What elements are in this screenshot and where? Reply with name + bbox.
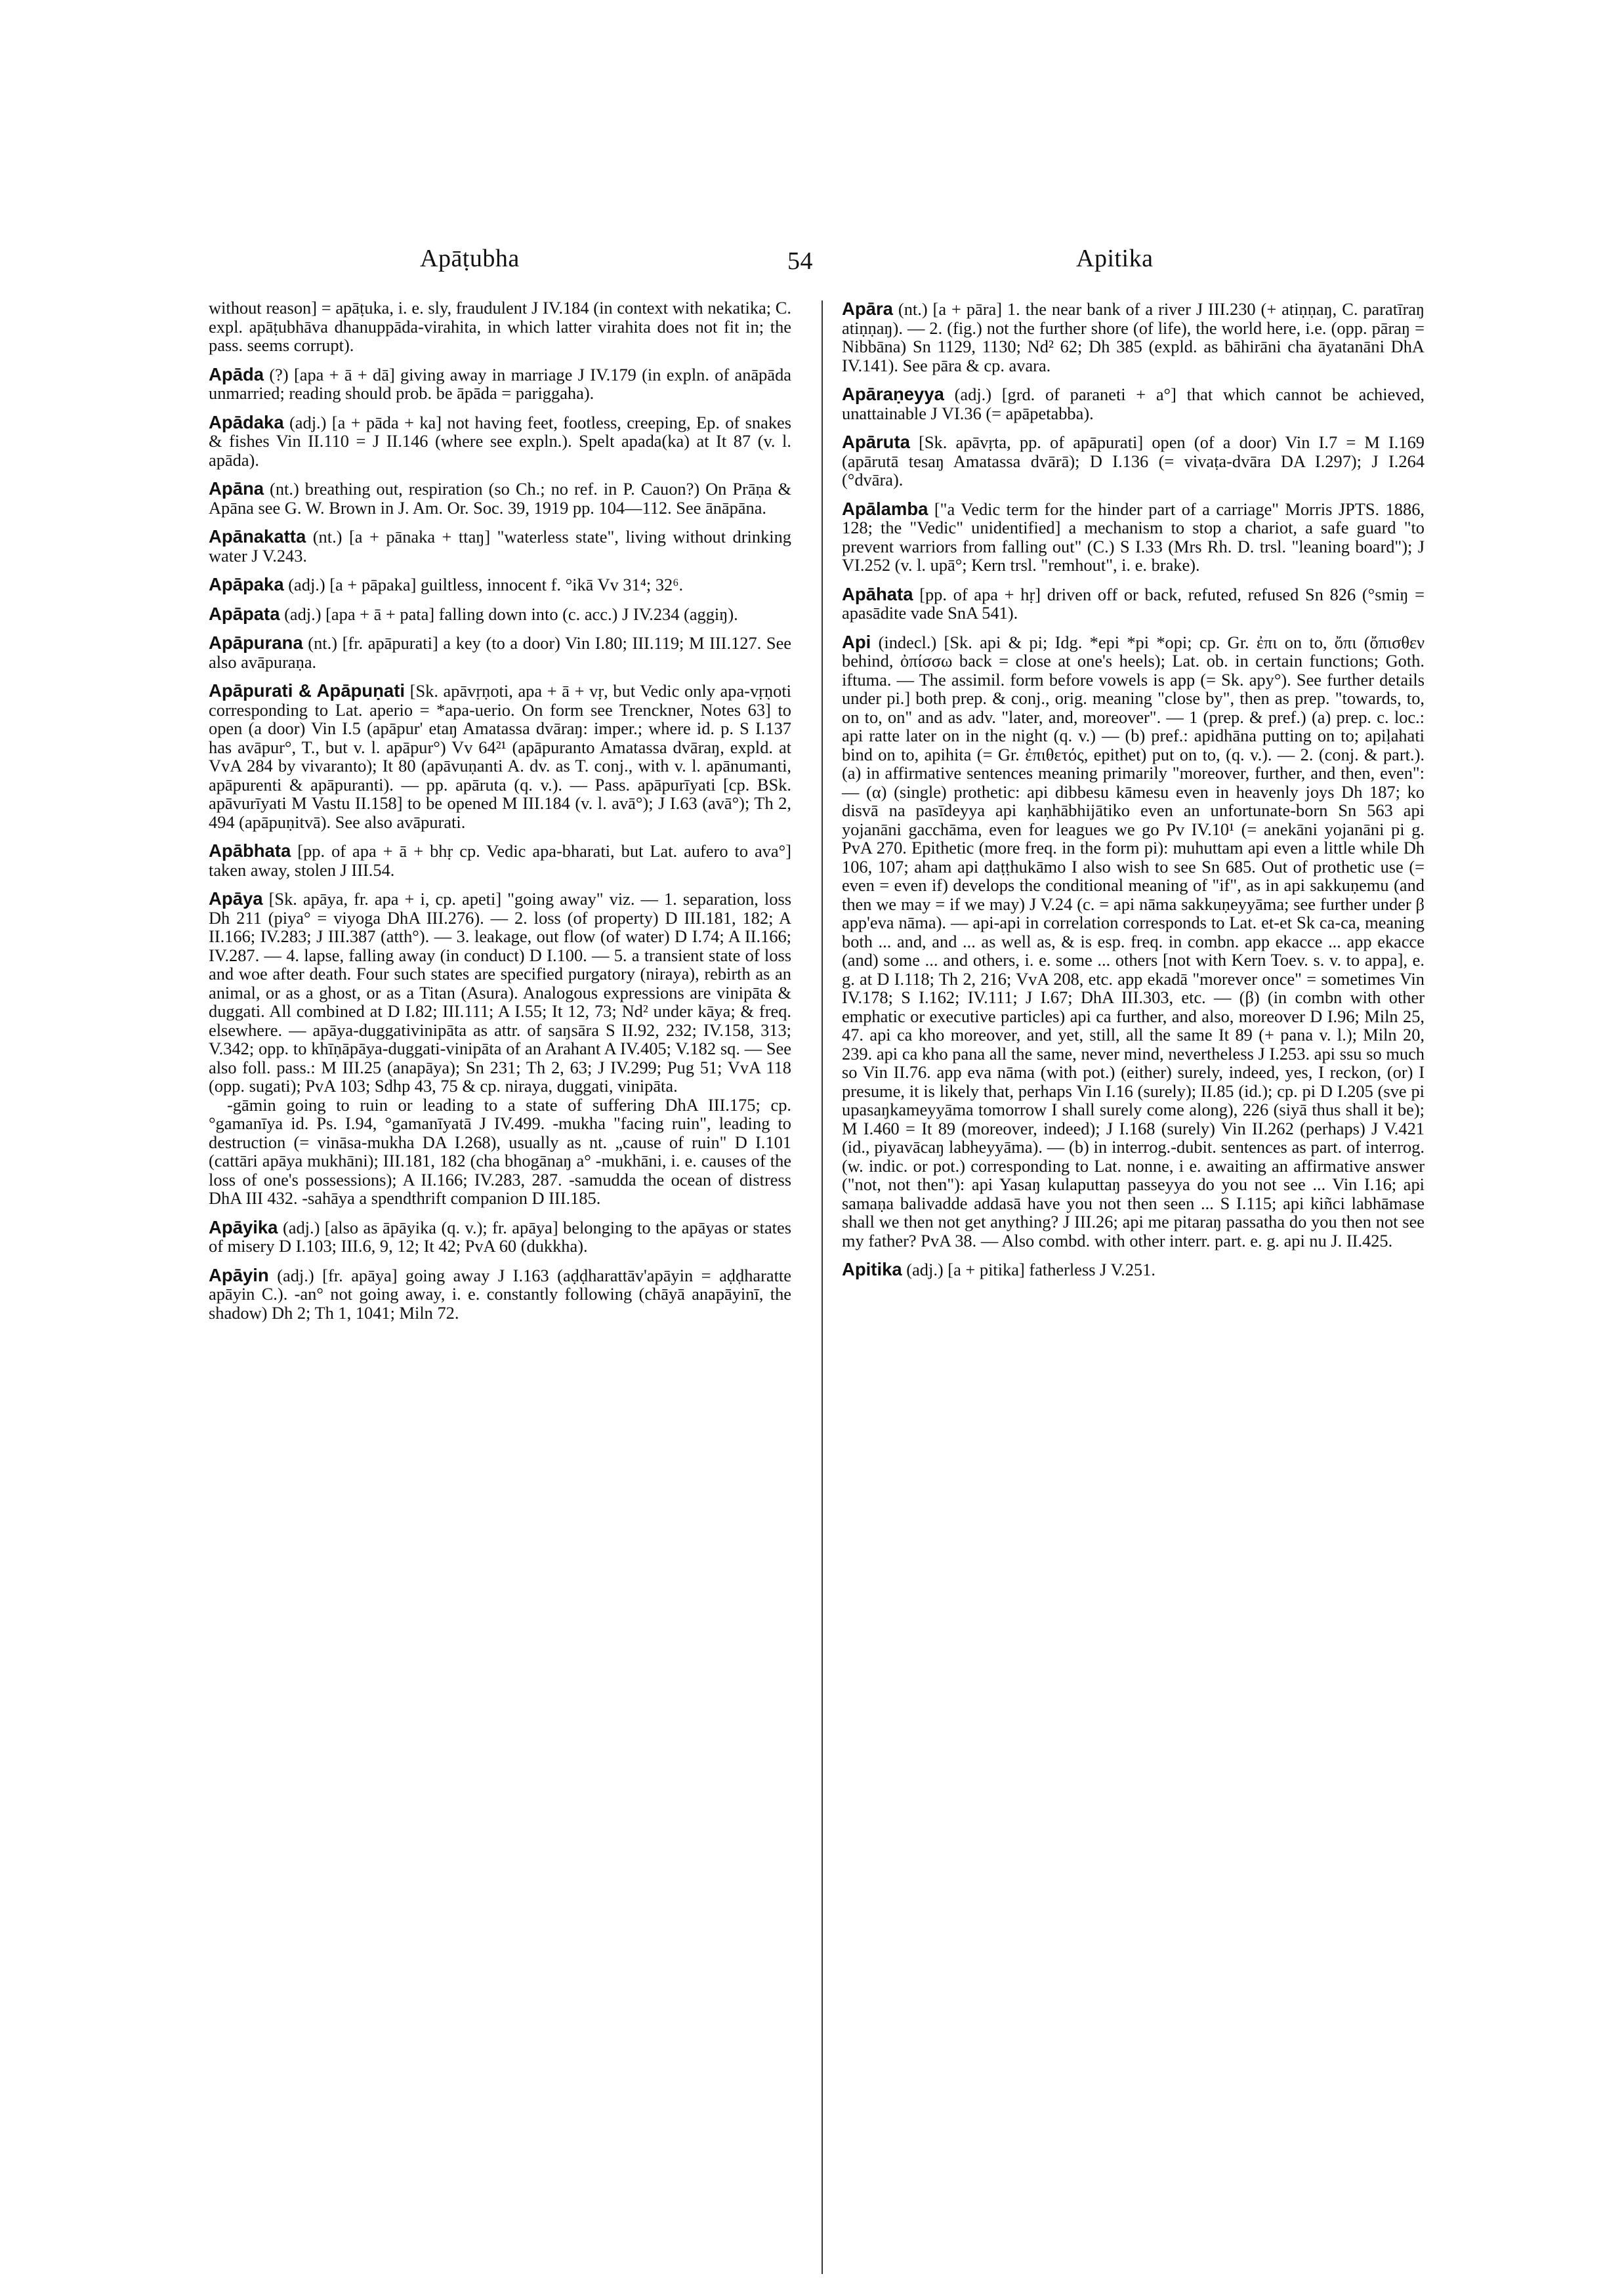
dictionary-entry xyxy=(209,605,791,624)
entry-body: (adj.) [a + pitika] fatherless J V.251. xyxy=(906,1260,1156,1279)
entry-headword: Apitika xyxy=(842,1259,902,1279)
entry-body: (adj.) [apa + ā + pata] falling down into (c. acc.) J IV.234 (aggiŋ). xyxy=(284,604,738,624)
entry-body: [Sk. apāvṛta, pp. of apāpurati] open (of a door) Vin I.7 = M I.169 (apārutā tesaŋ Amatassa dvārā); D I.136 (= vivaṭa-dvāra DA I.297); J I.264 (°dvāra). xyxy=(842,432,1425,489)
entry-headword: Apāda xyxy=(209,363,264,384)
entry-headword: Apāhata xyxy=(842,583,913,604)
column-divider xyxy=(822,300,823,2274)
dictionary-entry xyxy=(209,480,791,517)
entry-body: (nt.) [a + pānaka + ttaŋ] "waterless state", living without drinking water J V.243. xyxy=(209,527,791,566)
entry-headword: Api xyxy=(842,631,871,652)
page-number: 54 xyxy=(787,247,813,275)
dictionary-entry xyxy=(209,527,791,565)
dictionary-entry xyxy=(209,890,791,1096)
dictionary-entry xyxy=(209,365,791,403)
dictionary-entry xyxy=(209,299,791,355)
dictionary-entry xyxy=(842,385,1425,423)
dictionary-entry xyxy=(842,633,1425,1251)
entry-body: (nt.) [fr. apāpurati] a key (to a door) Vin I.80; III.119; M III.127. See also avāpuraṇa. xyxy=(209,633,791,672)
dictionary-entry xyxy=(209,1096,791,1208)
entry-body: (?) [apa + ā + dā] giving away in marriage J IV.179 (in expln. of anāpāda unmarried; reading should prob. be āpāda = pariggaha). xyxy=(209,364,791,403)
entry-body: (nt.) breathing out, respiration (so Ch.; no ref. in P. Cauon?) On Prāṇa & Apāna see G. W. Brown in J. Am. Or. Soc. 39, 1919 pp. 104—112. See ānāpāna. xyxy=(209,479,791,518)
entry-headword: Apālamba xyxy=(842,498,928,519)
entry-headword: Apāruta xyxy=(842,432,910,452)
entry-body: [pp. of apa + ā + bhṛ cp. Vedic apa-bharati, but Lat. aufero to ava°] taken away, stolen J III.54. xyxy=(209,841,791,880)
entry-headword: Apāyika xyxy=(209,1216,278,1237)
entry-body: (indecl.) [Sk. api & pi; Idg. *epi *pi *opi; cp. Gr. ἐπι on to, ὄπι (ὄπισθεν behind, ὀπίσσω back = close at one's heels); Lat. ob. in certain functions; Goth. iftuma. — The assimil. form before vowels is app (= Sk. apy°). See further details under pi.] both prep. & conj., orig. meaning "close by", then as prep. "towards, to, on to, on" and as adv. "later, and, moreover". — 1 (prep. & pref.) (a) prep. c. loc.: api ratte later on in the night (q. v.) — (b) pref.: apidhāna putting on to; apiḷahati bind on to, apihita (= Gr. ἐπιθετός, epithet) put on to, (q. v.). — 2. (conj. & part.). (a) in affirmative sentences meaning primarily "moreover, further, and then, even": — (α) (single) prothetic: api dibbesu kāmesu even in heavenly joys Dh 187; ko disvā na pasīdeyya api kaṇhābhijātiko even an unfortunate-born Sn 563 api yojanāni gacchāma, even for leagues we go Pv IV.10¹ (= anekāni yojanāni pi g. PvA 270. Epithetic (more freq. in the form pi): muhuttam api even a little while Dh 106, 107; aham api daṭṭhukāmo I also wish to see Sn 685. Out of prothetic use (= even = even if) develops the conditional meaning of "if", as in api sakkuṇemu (and then we may = if we may) J V.24 (c. = api nāma sakkuṇeyyāma; see further under β app'eva nāma). — api-api in correlation corresponds to Lat. et-et Sk ca-ca, meaning both ... and, and ... as well as, & is esp. freq. in combn. app ekacce ... app ekacce (and) some ... and others, i. e. some ... others [not with Kern Toev. s. v. to appa], e. g. at D I.118; Th 2, 216; VvA 208, etc. app ekadā "morever once" = sometimes Vin IV.178; S I.162; IV.111; J I.67; DhA III.303, etc. — (β) (in combn with other emphatic or executive particles) api ca further, and also, moreover D I.96; Miln 25, 47. api ca kho moreover, and yet, still, all the same It 89 (+ pana v. l.); Miln 20, 239. api ca kho pana all the same, never mind, nevertheless J I.253. api ssu so much so Vin II.76. app eva nāma (with pot.) (either) surely, indeed, yes, I reckon, (or) I presume, it is likely that, perhaps Vin I.16 (surely); II.85 (id.); cp. pi D I.205 (sve pi upasaŋkameyyāma tomorrow I shall surely come along), 226 (siyā thus shall it be); M I.460 = It 89 (moreover, indeed); J I.168 (surely) Vin II.262 (perhaps) J V.421 (id., piyavācaŋ labheyyāma). — (b) in interrog.-dubit. sentences as part. of interrog. (w. indic. or pot.) corresponding to Lat. nonne, i e. awaiting an affirmative answer ("not, not then"): api Yasaŋ kulaputtaŋ passeyya do you not see ... Vin I.16; api samaṇa balivadde addasā have you not then seen ... S I.115; api kiñci labhāmase shall we then not get anything? J III.26; api me pitaraŋ passatha do you then not see my father? PvA 38. — Also combd. with other interr. part. e. g. api nu J. II.425. xyxy=(842,632,1425,1251)
entry-body: [Sk. apāvṛṇoti, apa + ā + vṛ, but Vedic only apa-vṛṇoti corresponding to Lat. aperio = *apa-uerio. On form see Trenckner, Notes 63] to open (a door) Vin I.5 (apāpur' etaŋ Amatassa dvāraŋ: imper.; where id. p. S I.137 has avāpur°, T., but v. l. apāpur°) Vv 64²¹ (apāpuranto Amatassa dvāraŋ, expld. at VvA 284 by vivaranto); It 80 (apāvuṇanti A. dv. as T. conj., with v. l. apānumanti, apāpurenti & apāpuranti). — pp. apāruta (q. v.). — Pass. apāpurīyati [cp. BSk. apāvurīyati M Vastu II.158] to be opened M III.184 (v. l. avā°); J I.63 (avā°); Th 2, 494 (apāpuṇitvā). See also avāpurati. xyxy=(209,681,791,832)
dictionary-entry xyxy=(209,413,791,470)
entry-headword: Apāna xyxy=(209,478,264,499)
entry-body: (adj.) [a + pāpaka] guiltless, innocent f. °ikā Vv 31⁴; 32⁶. xyxy=(288,575,684,594)
entry-headword: Apāpurati & Apāpuṇati xyxy=(209,680,405,701)
entry-body: -gāmin going to ruin or leading to a state of suffering DhA III.175; cp. °gamanīya id. Ps. I.94, °gamanīyatā J IV.499. -mukha "facing ruin", leading to destruction (= vināsa-mukha DA I.268), usually as nt. „cause of ruin" D I.101 (cattāri apāya mukhāni); III.181, 182 (cha bhogānaŋ a° -mukhāni, i. e. causes of the loss of one's possessions); A II.166; IV.283, 287. -samudda the ocean of distress DhA III 432. -sahāya a spendthrift companion D III.185. xyxy=(209,1094,791,1208)
entry-body: (adj.) [also as āpāyika (q. v.); fr. apāya] belonging to the apāyas or states of misery D I.103; III.6, 9, 12; It 42; PvA 60 (dukkha). xyxy=(209,1217,791,1256)
dictionary-entry xyxy=(842,300,1425,375)
header-right-headword: Apitika xyxy=(1076,245,1154,272)
dictionary-entry xyxy=(209,1218,791,1256)
entry-body: ["a Vedic term for the hinder part of a carriage" Morris JPTS. 1886, 128; the "Vedic" unidentified] a mechanism to stop a chariot, a safe guard "to prevent warriors from falling out" (C.) S I.33 (Mrs Rh. D. trsl. "leaning board"); J VI.252 (v. l. upā°; Kern trsl. "remhout", i. e. brake). xyxy=(842,499,1425,575)
entry-headword: Apādaka xyxy=(209,411,284,432)
entry-headword: Apāpaka xyxy=(209,574,284,594)
entry-body: (adj.) [grd. of paraneti + a°] that which cannot be achieved, unattainable J VI.36 (= apāpetabba). xyxy=(842,384,1425,423)
entry-headword: Apānakatta xyxy=(209,526,306,547)
entry-headword: Apābhata xyxy=(209,840,291,861)
dictionary-entry xyxy=(842,1260,1425,1279)
entry-body: [pp. of apa + hṛ] driven off or back, refuted, refused Sn 826 (°smiŋ = apasādite vade SnA 541). xyxy=(842,584,1425,623)
entry-body: (adj.) [fr. apāya] going away J I.163 (aḍḍharattāv'apāyin = aḍḍharatte apāyin C.). -an° not going away, i. e. constantly following (chāyā anapāyinī, the shadow) Dh 2; Th 1, 1041; Miln 72. xyxy=(209,1265,791,1323)
dictionary-entry xyxy=(842,433,1425,489)
page-header xyxy=(210,244,1430,283)
entry-headword: Apāpata xyxy=(209,603,280,624)
entry-body: (adj.) [a + pāda + ka] not having feet, footless, creeping, Ep. of snakes & fishes Vin II.110 = J II.146 (where see expln.). Spelt apada(ka) at It 87 (v. l. apāda). xyxy=(209,412,791,470)
entry-body: [Sk. apāya, fr. apa + i, cp. apeti] "going away" viz. — 1. separation, loss Dh 211 (piya° = viyoga DhA III.276). — 2. loss (of property) D III.181, 182; A II.166; IV.283; J III.387 (atth°). — 3. leakage, out flow (of water) D I.74; A II.166; IV.287. — 4. lapse, falling away (in conduct) D I.100. — 5. a transient state of loss and woe after death. Four such states are specified purgatory (niraya), rebirth as an animal, or as a ghost, or as a Titan (Asura). Analogous expressions are vinipāta & duggati. All combined at D I.82; III.111; A I.55; It 12, 73; Nd² under kāya; & freq. elsewhere. — apāya-duggativinipāta as attr. of saŋsāra S II.92, 232; IV.158, 313; V.342; opp. to khīṇāpāya-duggati-vinipāta of an Arahant A IV.405; V.182 sq. — See also foll. pass.: M III.25 (anapāya); Sn 231; Th 2, 63; J IV.299; Pug 51; VvA 118 (opp. sugati); PvA 103; Sdhp 43, 75 & cp. niraya, duggati, vinipāta. xyxy=(209,889,791,1096)
dictionary-entry xyxy=(209,575,791,594)
header-left-headword: Apāṭubha xyxy=(420,245,520,272)
left-column xyxy=(209,299,791,1333)
entry-headword: Apāraṇeyya xyxy=(842,384,944,404)
entry-headword: Apāpurana xyxy=(209,632,303,653)
right-column xyxy=(842,300,1425,1290)
dictionary-entry xyxy=(209,842,791,879)
entry-body: without reason] = apāṭuka, i. e. sly, fraudulent J IV.184 (in context with nekatika; C. expl. apāṭubhāva dhanuppāda-virahita, in which latter virahita does not fit in; the pass. seems corrupt). xyxy=(209,298,791,355)
dictionary-entry xyxy=(842,500,1425,575)
entry-body: (nt.) [a + pāra] 1. the near bank of a river J III.230 (+ atiṇṇaŋ, C. paratīraŋ atiṇṇaŋ). — 2. (fig.) not the further shore (of life), the world here, i.e. (opp. pāraŋ = Nibbāna) Sn 1129, 1130; Nd² 62; Dh 385 (expld. as bāhirāni cha āyatanāni DhA IV.141). See pāra & cp. avara. xyxy=(842,299,1425,375)
dictionary-entry xyxy=(842,585,1425,623)
entry-headword: Apāya xyxy=(209,888,263,909)
dictionary-entry xyxy=(209,1266,791,1323)
entry-headword: Apāra xyxy=(842,299,893,319)
entry-headword: Apāyin xyxy=(209,1264,269,1285)
dictionary-entry xyxy=(209,682,791,831)
dictionary-entry xyxy=(209,634,791,671)
